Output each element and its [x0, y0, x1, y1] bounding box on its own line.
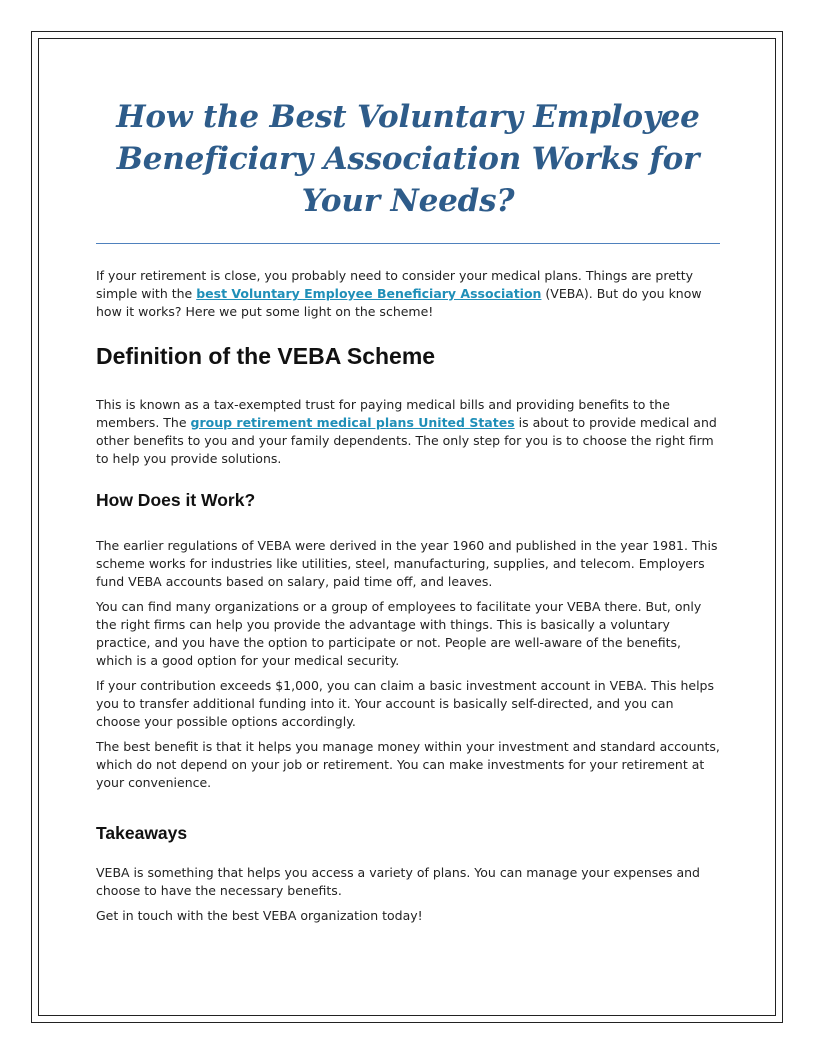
veba-link[interactable]: best Voluntary Employee Beneficiary Association	[196, 286, 542, 301]
how-paragraph-3: If your contribution exceeds $1,000, you can claim a basic investment account in VEBA. This helps you to transfer additional funding into it. Your account is basically self-directed, and you can choose your possible options accordingly.	[96, 678, 714, 729]
how-heading: How Does it Work?	[96, 490, 256, 510]
takeaways-paragraph-1: VEBA is something that helps you access a variety of plans. You can manage your expenses and choose to have the necessary benefits.	[96, 865, 700, 898]
how-paragraph-1: The earlier regulations of VEBA were derived in the year 1960 and published in the year 1981. This scheme works for industries like utilities, steel, manufacturing, supplies, and telecom. Employers fund VEBA accounts based on salary, paid time off, and leaves.	[96, 538, 718, 589]
how-paragraph-4: The best benefit is that it helps you manage money within your investment and standard accounts, which do not depend on your job or retirement. You can make investments for your retirement at your convenience.	[96, 739, 720, 790]
definition-paragraph	[96, 396, 720, 468]
definition-text-after: is about to provide medical and other benefits to you and your family dependents. The only step for you is to choose the right firm to help you provide solutions.	[96, 415, 717, 466]
document-content	[96, 96, 720, 925]
intro-text-after: (VEBA). But do you know how it works? Here we put some light on the scheme!	[96, 286, 702, 319]
intro-text-before: If your retirement is close, you probably need to consider your medical plans. Things are pretty simple with the	[96, 268, 694, 301]
takeaways-paragraph-2: Get in touch with the best VEBA organization today!	[96, 908, 423, 923]
how-paragraph-2: You can find many organizations or a group of employees to facilitate your VEBA there. But, only the right firms can help you provide the advantage with things. This is basically a voluntary practice, and you have the option to participate or not. People are well-aware of the benefits, which is a good option for your medical security.	[96, 599, 702, 668]
definition-text-before: This is known as a tax-exempted trust for paying medical bills and providing benefits to the members. The	[96, 397, 670, 430]
group-retirement-link[interactable]: group retirement medical plans United States	[190, 415, 515, 430]
intro-paragraph	[96, 267, 720, 321]
title-divider	[96, 243, 720, 244]
document-title: How the Best Voluntary Employee Beneficiary Association Works for Your Needs?	[116, 99, 700, 219]
takeaways-heading: Takeaways	[96, 823, 188, 843]
definition-heading: Definition of the VEBA Scheme	[96, 343, 436, 369]
